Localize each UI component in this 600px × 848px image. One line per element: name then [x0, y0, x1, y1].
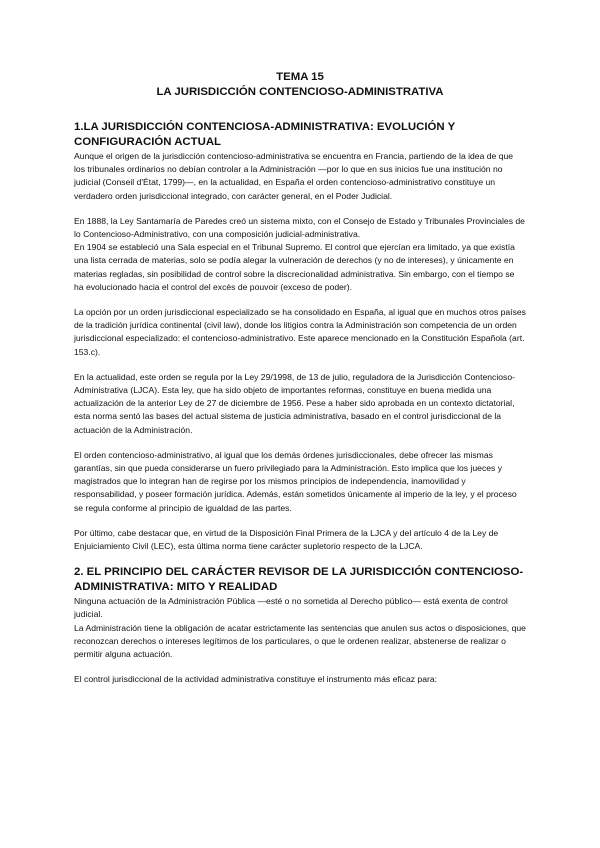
- section1-paragraph: En la actualidad, este orden se regula por la Ley 29/1998, de 13 de julio, reguladora de la Jurisdicción Contencioso-Administrativa (LJCA). Esta ley, que ha sido objeto de importantes reformas, constituye en buena medida una actualización de la anterior Ley de 27 de diciembre de 1956. Pese a haber sido aprobada en un contexto dictatorial, esta norma sentó las bases del actual sistema de justicia administrativa, basado en el control jurisdiccional de la actuación de la Administración.: [74, 371, 515, 435]
- section1-paragraph: Aunque el origen de la jurisdicción contencioso-administrativa se encuentra en Francia, partiendo de la idea de que los tribunales ordinarios no debían controlar a la Administración —por lo que en sus inicios fue una institución no judicial (Conseil d'État, 1799)—, en la actualidad, en España el orden contencioso-administrativo constituye un verdadero orden jurisdiccional integrado, con carácter general, en el Poder Judicial.: [74, 151, 514, 201]
- section1-paragraph: El orden contencioso-administrativo, al igual que los demás órdenes jurisdiccionales, debe ofrecer las mismas garantías, sin que pueda considerarse un fuero privilegiado para la Administración. Esto implica que los jueces y magistrados que lo integran han de regirse por los mismos principios de independencia, inamovilidad y responsabilidad, y poseer formación jurídica. Además, están sometidos únicamente al imperio de la ley, y el proceso se regula conforme al principio de igualdad de las partes.: [74, 449, 517, 513]
- section2-paragraph: Ninguna actuación de la Administración Pública —esté o no sometida al Derecho público— está exenta de control judicial.: [74, 596, 508, 620]
- section1-heading: 1.LA JURISDICCIÓN CONTENCIOSA-ADMINISTRATIVA: EVOLUCIÓN Y CONFIGURACIÓN ACTUAL: [74, 121, 455, 148]
- section1-paragraph: En 1904 se estableció una Sala especial en el Tribunal Supremo. El control que ejercían era limitado, ya que existía una lista cerrada de materias, solo se podía alegar la vulneración de derechos (y no de intereses), y únicamente en materias regladas, sin posibilidad de control sobre la discrecionalidad administrativa. Sin embargo, con el tiempo se ha evolucionado hacia el control del excès de pouvoir (exceso de poder).: [74, 242, 515, 292]
- document-title-line2: LA JURISDICCIÓN CONTENCIOSO-ADMINISTRATIVA: [156, 86, 444, 98]
- section2-paragraph: La Administración tiene la obligación de acatar estrictamente las sentencias que anulen sus actos o disposiciones, que reconozcan derechos o intereses legítimos de los particulares, o que le ordenen realizar, abstenerse de realizar o permitir alguna actuación.: [74, 622, 526, 660]
- section1-paragraph: Por último, cabe destacar que, en virtud de la Disposición Final Primera de la LJCA y del artículo 4 de la Ley de Enjuiciamiento Civil (LEC), esta última norma tiene carácter supletorio respecto de la LJCA.: [74, 527, 499, 552]
- document-title-line1: TEMA 15: [276, 71, 324, 83]
- section1-paragraph: En 1888, la Ley Santamaría de Paredes creó un sistema mixto, con el Consejo de Estado y Tribunales Provinciales de lo Contencioso-Administrativo, con una composición judicial-administrativa.: [74, 215, 525, 240]
- section2-paragraph: El control jurisdiccional de la actividad administrativa constituye el instrumento más eficaz para:: [74, 674, 438, 685]
- section2-heading: 2. EL PRINCIPIO DEL CARÁCTER REVISOR DE LA JURISDICCIÓN CONTENCIOSO-ADMINISTRATIVA: MITO Y REALIDAD: [74, 566, 524, 594]
- section1-paragraph: La opción por un orden jurisdiccional especializado se ha consolidado en España, al igual que en muchos otros países de la tradición jurídica continental (civil law), donde los litigios contra la Administración son competencia de un orden jurisdiccional especializado: el contencioso-administrativo. Este aparece mencionado en la Constitución Española (art. 153.c).: [74, 307, 526, 357]
- document-body: [74, 70, 526, 687]
